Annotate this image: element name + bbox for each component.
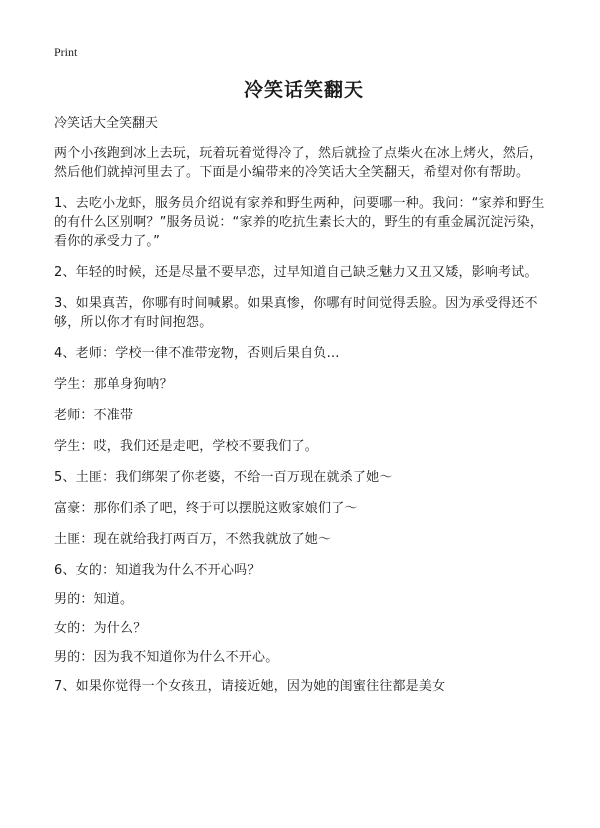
document-subtitle: 冷笑话大全笑翻天	[54, 116, 159, 131]
dialogue-line: 老师：不准带	[54, 408, 134, 423]
joke-6-paragraph: 6、女的：知道我为什么不开心吗？	[54, 563, 261, 578]
document-title: 冷笑话笑翻天	[243, 79, 364, 101]
joke-1-paragraph: 1、去吃小龙虾，服务员介绍说有家养和野生两种，问要哪一种。我问：“家养和野生的有什么区别啊？”服务员说：“家养的吃抗生素长大的，野生的有重金属沉淀污染，看你的承受力了。”	[54, 196, 545, 249]
document-body	[54, 144, 554, 696]
joke-2-paragraph: 2、年轻的时候，还是尽量不要早恋，过早知道自己缺乏魅力又丑又矮，影响考试。	[54, 265, 538, 280]
print-label: Print	[54, 45, 78, 59]
dialogue-line: 学生：哎，我们还是走吧，学校不要我们了。	[54, 439, 319, 454]
dialogue-line: 男的：因为我不知道你为什么不开心。	[54, 650, 279, 665]
joke-5-paragraph: 5、土匪：我们绑架了你老婆，不给一百万现在就杀了她～	[54, 470, 393, 485]
dialogue-line: 土匪：现在就给我打两百万，不然我就放了她～	[54, 532, 332, 547]
dialogue-line: 女的：为什么？	[54, 621, 147, 636]
dialogue-line: 学生：那单身狗呐？	[54, 377, 173, 392]
dialogue-line: 富豪：那你们杀了吧，终于可以摆脱这败家娘们了～	[54, 501, 358, 516]
joke-3-paragraph: 3、如果真苦，你哪有时间喊累。如果真惨，你哪有时间觉得丢脸。因为承受得还不够，所以你才有时间抱怨。	[54, 296, 538, 330]
intro-paragraph: 两个小孩跑到冰上去玩，玩着玩着觉得冷了，然后就捡了点柴火在冰上烤火，然后，然后他们就掉河里去了。下面是小编带来的冷笑话大全笑翻天，希望对你有帮助。	[54, 146, 543, 180]
dialogue-line: 男的：知道。	[54, 592, 134, 607]
joke-7-paragraph: 7、如果你觉得一个女孩丑，请接近她，因为她的闺蜜往往都是美女	[54, 679, 446, 694]
joke-4-paragraph: 4、老师：学校一律不准带宠物，否则后果自负…	[54, 346, 340, 361]
